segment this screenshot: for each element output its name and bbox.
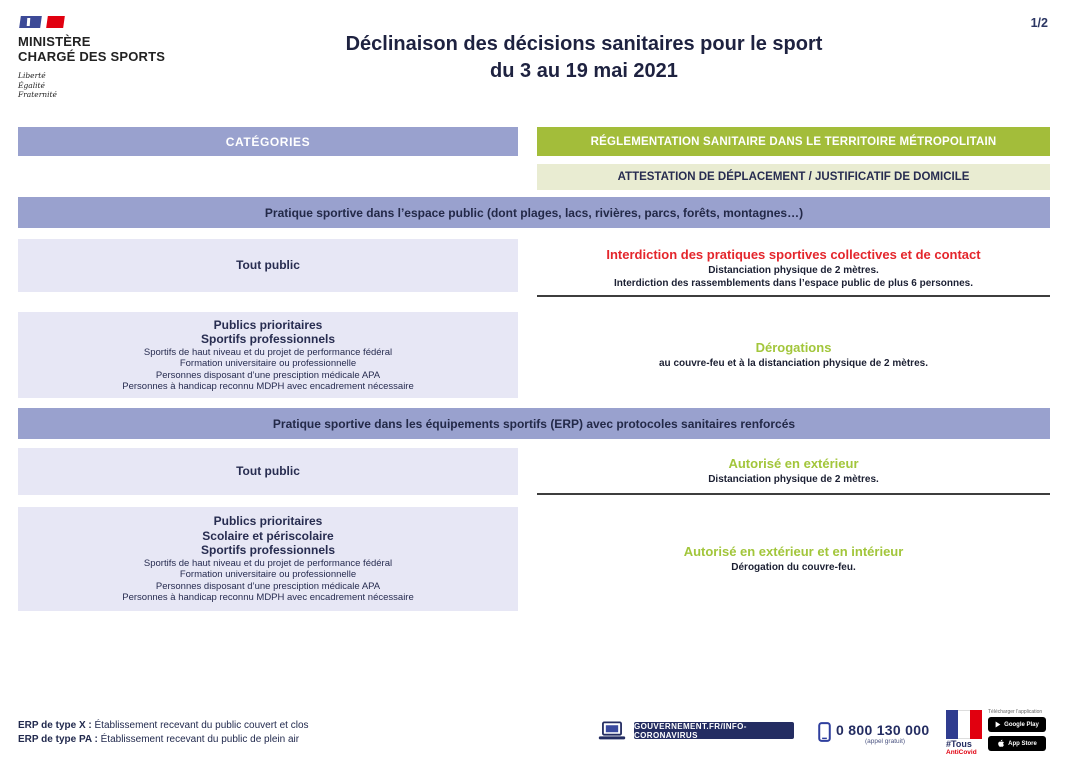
hotline-note: (appel gratuit) xyxy=(864,738,906,745)
status-detail: Distanciation physique de 2 mètres. xyxy=(708,474,879,485)
category-label: Publics prioritaires xyxy=(213,514,323,529)
category-cell-publics-prioritaires-2 xyxy=(18,507,518,611)
hotline-number: 0 800 130 000 xyxy=(836,722,930,738)
app-store-label: App Store xyxy=(1008,740,1037,747)
motto-fraternite: Fraternité xyxy=(18,90,57,99)
category-sub-label: Personnes à handicap reconnu MDPH avec encadrement nécessaire xyxy=(122,592,414,604)
category-sub-label: Personnes à handicap reconnu MDPH avec encadrement nécessaire xyxy=(122,381,414,392)
app-store-badge[interactable] xyxy=(988,736,1046,751)
erp-footnote-pa-text: Établissement recevant du public de plein air xyxy=(97,733,300,745)
category-sub-label: Sportifs de haut niveau et du projet de performance fédéral xyxy=(143,557,393,569)
status-heading: Interdiction des pratiques sportives collectives et de contact xyxy=(606,247,981,262)
category-label: Publics prioritaires xyxy=(213,317,323,332)
status-detail: Interdiction des rassemblements dans l’espace public de plus 6 personnes. xyxy=(613,277,973,289)
category-sub-label: Formation universitaire ou professionnelle xyxy=(179,569,357,581)
category-cell-tout-public-1 xyxy=(18,239,518,292)
flag-stripe-white xyxy=(958,710,970,739)
ministry-name xyxy=(18,34,238,64)
flag-stripe-blue xyxy=(946,710,958,739)
category-cell-publics-prioritaires-1 xyxy=(18,312,518,398)
tousanticovid-label-tous: #Tous xyxy=(946,739,972,749)
category-label: Scolaire et périscolaire xyxy=(202,528,334,543)
category-label: Tout public xyxy=(236,464,300,479)
page-title xyxy=(234,31,934,85)
status-detail: Dérogation du couvre-feu. xyxy=(731,561,856,573)
erp-footnote-x-text: Établissement recevant du public couvert et clos xyxy=(91,720,309,731)
flag-red-shape xyxy=(46,16,65,28)
motto-egalite: Égalité xyxy=(18,80,45,90)
erp-footnotes xyxy=(18,719,309,746)
gov-info-link[interactable]: GOUVERNEMENT.FR/INFO-CORONAVIRUS xyxy=(634,722,794,739)
category-label: Tout public xyxy=(236,258,300,273)
category-label: Sportifs professionnels xyxy=(200,332,336,346)
tousanticovid-flag-icon xyxy=(946,710,982,739)
erp-footnote-x xyxy=(18,719,309,733)
category-cell-tout-public-2 xyxy=(18,448,518,495)
page-number: 1/2 xyxy=(1030,16,1048,30)
erp-footnote-pa-label: ERP de type PA : xyxy=(18,733,98,745)
flag-blue-shape xyxy=(19,16,42,28)
attestation-subheader: ATTESTATION DE DÉPLACEMENT / JUSTIFICATIF DE DOMICILE xyxy=(537,164,1050,190)
page-title-line1: Déclinaison des décisions sanitaires pour le sport xyxy=(345,33,823,55)
section-band-espace-public: Pratique sportive dans l’espace public (dont plages, lacs, rivières, parcs, forêts, montagnes…) xyxy=(18,197,1050,228)
regulation-cell-autorise-ext-int xyxy=(537,507,1050,611)
google-play-badge[interactable] xyxy=(988,717,1046,732)
status-detail: Distanciation physique de 2 mètres. xyxy=(708,265,879,276)
category-sub-label: Personnes disposant d’une presciption médicale APA xyxy=(155,580,381,592)
status-heading: Autorisé en extérieur xyxy=(728,456,859,471)
republic-motto xyxy=(18,71,238,100)
erp-footnote-x-label: ERP de type X : xyxy=(18,720,92,731)
google-play-icon xyxy=(995,721,1001,728)
regulation-cell-derogations xyxy=(537,312,1050,398)
status-detail: au couvre-feu et à la distanciation physique de 2 mètres. xyxy=(659,357,928,369)
category-label: Sportifs professionnels xyxy=(200,543,336,558)
ministry-name-line1: MINISTÈRE xyxy=(18,34,91,49)
regulation-header: RÉGLEMENTATION SANITAIRE DANS LE TERRITOIRE MÉTROPOLITAIN xyxy=(537,127,1050,156)
flag-stripe-red xyxy=(970,710,982,739)
status-heading: Dérogations xyxy=(755,339,832,355)
regulation-cell-autorise-exterieur xyxy=(537,448,1050,495)
download-app-label: Télécharger l’application xyxy=(988,709,1043,715)
google-play-label: Google Play xyxy=(1004,721,1039,728)
motto-liberte: Liberté xyxy=(18,71,46,80)
status-heading: Autorisé en extérieur et en intérieur xyxy=(683,543,904,559)
categories-header: CATÉGORIES xyxy=(18,127,518,156)
section-band-equipements-sportifs: Pratique sportive dans les équipements sportifs (ERP) avec protocoles sanitaires renforcés xyxy=(18,408,1050,439)
page-title-line2: du 3 au 19 mai 2021 xyxy=(490,60,678,82)
laptop-icon xyxy=(598,721,626,746)
tousanticovid-label-anticovid: AntiCovid xyxy=(946,749,977,756)
phone-icon xyxy=(818,722,831,747)
ministry-logo xyxy=(18,14,238,100)
category-sub-label: Sportifs de haut niveau et du projet de performance fédéral xyxy=(143,346,393,358)
category-sub-label: Personnes disposant d’une presciption médicale APA xyxy=(155,369,381,381)
erp-footnote-pa xyxy=(18,733,309,747)
regulation-cell-interdiction xyxy=(537,239,1050,297)
apple-icon xyxy=(997,739,1005,748)
category-sub-label: Formation universitaire ou professionnelle xyxy=(179,358,357,369)
french-flag-icon xyxy=(20,14,72,29)
ministry-name-line2: CHARGÉ DES SPORTS xyxy=(18,49,166,64)
